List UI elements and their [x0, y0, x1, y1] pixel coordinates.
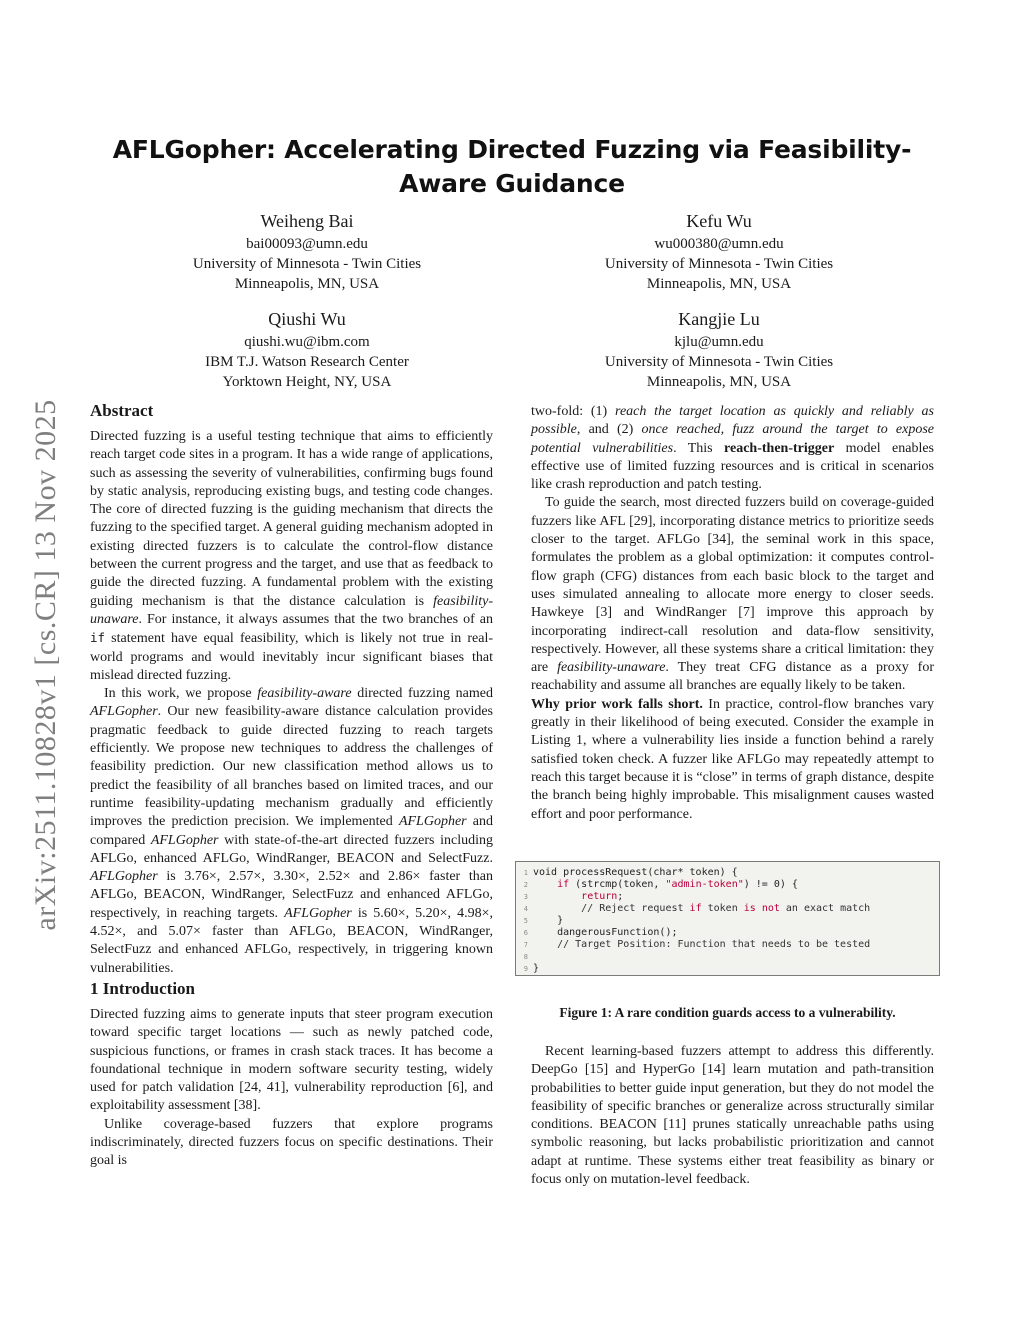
code-text: dangerousFunction(); [533, 927, 678, 938]
code-listing [515, 861, 940, 976]
line-number: 8 [523, 953, 528, 961]
code-token: token [701, 903, 744, 914]
author-name: Qiushi Wu [268, 309, 346, 329]
body-paragraph-1 [531, 403, 934, 494]
author-location: Minneapolis, MN, USA [234, 276, 380, 292]
line-number: 1 [523, 869, 528, 877]
code-string: "admin-token" [665, 879, 744, 890]
text-run: . This [673, 440, 725, 456]
author-affiliation: University of Minnesota - Twin Cities [604, 354, 834, 370]
text-run: model enables effective use of limited fuzzing resources and is critical in scenarios like crash reproduction and patch testing. [531, 440, 934, 493]
author-4 [519, 306, 919, 392]
code-token: ; [617, 891, 624, 902]
text-run: . Our new feasibility-aware distance calculation provides pragmatic feedback to guide directed fuzzing to reach targets efficiently. We propose new techniques to address the challenges of feasibility prediction. Our new classification method allows us to predict the feasibility of all branches based on limited traces, and our runtime feasibility-updating mechanism gradually and efficiently improves the prediction precision. We implemented [90, 704, 493, 830]
code-token: ) != 0) { [743, 879, 798, 890]
text-run: To guide the search, most directed fuzzers build on coverage-guided fuzzers like AFL [29], incorporating distance metrics to prioritize seeds closer to the target. AFLGo [34], the seminal work in this space, formulates the problem as a global optimization: it computes control-flow graph (CFG) distances from each basic block to the target and uses simulated annealing to allocate more energy to closer seeds. Hawkeye [3] and WindRanger [7] improve this approach by incorporating indirect-call resolution and data-flow sensitivity, respectively. However, all these systems share a critical limitation: they are [531, 495, 934, 676]
author-3 [107, 306, 507, 392]
right-column [531, 403, 934, 824]
text-run: statement have equal feasibility, which is likely not true in real-world programs and would inevitably incur significant biases that mislead directed fuzzing. [90, 631, 493, 683]
text-run: feasibility-unaware [90, 593, 493, 627]
body-paragraph-3 [531, 696, 934, 824]
author-1 [107, 208, 507, 294]
code-token [533, 879, 557, 890]
author-affiliation: University of Minnesota - Twin Cities [604, 256, 834, 272]
code-text [533, 879, 798, 891]
author-affiliation: IBM T.J. Watson Research Center [205, 354, 409, 370]
code-text: void processRequest(char* token) { [533, 867, 738, 878]
body-paragraph-2 [531, 494, 934, 695]
author-location: Minneapolis, MN, USA [646, 276, 792, 292]
author-email: qiushi.wu@ibm.com [244, 334, 370, 350]
text-run: feasibility-aware [257, 686, 352, 702]
text-run: In this work, we propose [104, 686, 258, 702]
body-paragraph-4: Recent learning-based fuzzers attempt to address this differently. DeepGo [15] and HyperGo [14] learn mutation and path-transition probabilities to better guide input generation, but they do not model the feasibility of specific branches or generalize across structurally similar conditions. BEACON [11] prunes statically unreachable paths using symbolic reasoning, but lacks probabilistic prioritization and cannot adapt at runtime. These systems either treat feasibility as binary or focus only on mutation-level feedback. [531, 1044, 934, 1188]
text-run: two-fold: (1) [531, 404, 616, 419]
code-keyword: not [761, 903, 780, 914]
author-affiliation: University of Minnesota - Twin Cities [192, 256, 422, 272]
line-number: 3 [523, 893, 528, 901]
arxiv-watermark [16, 370, 76, 960]
text-run: AFLGopher [398, 814, 467, 830]
line-number: 7 [523, 941, 528, 949]
text-run: AFLGopher [284, 905, 352, 921]
author-email: wu000380@umn.edu [654, 236, 784, 252]
code-token: an exact match [779, 903, 871, 914]
abstract-paragraph-1 [90, 428, 493, 685]
intro-paragraph-1: Directed fuzzing aims to generate inputs that steer program execution toward specific target locations — such as newly patched code, suspicious functions, or frames in crash stack traces. It has become a foundational technique in modern software security testing, widely used for patch validation [24, 41], vulnerability reproduction [6], and exploitability assessment [38]. [90, 1006, 493, 1114]
paragraph-heading: Why prior work falls short. [531, 696, 703, 712]
code-token [533, 891, 581, 902]
line-number: 5 [523, 917, 528, 925]
code-token: (strcmp(token, [569, 879, 666, 890]
line-number: 9 [523, 965, 528, 973]
code-text: } [533, 915, 564, 926]
text-run: Directed fuzzing is a useful testing technique that aims to efficiently reach target code sites in a program. It has a wide range of applications, such as assessing the severity of vulnerabilities, confirming bugs found by static analysis, reproducing existing bugs, and testing code changes. The core of directed fuzzing is the guiding mechanism that directs the fuzzing to the specified target. A general guiding mechanism adopted in existing directed fuzzers is to calculate the control-flow distance between the current progress and the target, and use that as feedback to guide the directed fuzzing. A fundamental problem with the existing guiding mechanism is that the distance calculation is [90, 429, 493, 609]
text-run: feasibility-unaware [557, 660, 666, 676]
text-run: reach the target location as quickly and reliably as possible [531, 404, 935, 438]
code-comment [533, 903, 870, 915]
text-run: . For instance, it always assumes that the two branches of an [138, 611, 493, 627]
text-run: is 5.60×, 5.20×, 4.98×, 4.52×, and 5.07× faster than AFLGo, BEACON, WindRanger, SelectFuzz and enhanced AFLGo, respectively, in triggering known vulnerabilities. [90, 905, 494, 976]
left-column [90, 400, 493, 1171]
intro-paragraph-2: Unlike coverage-based fuzzers that explore programs indiscriminately, directed fuzzers focus on specific destinations. Their goal is [90, 1116, 493, 1169]
text-run: AFLGopher [90, 704, 158, 720]
figure-caption: Figure 1: A rare condition guards access to a vulnerability. [559, 1005, 896, 1020]
line-number: 6 [523, 929, 528, 937]
code-text [533, 891, 623, 903]
abstract-paragraph-2 [90, 685, 493, 978]
introduction-heading: 1 Introduction [90, 978, 196, 998]
code-keyword: is [743, 903, 756, 914]
author-name: Weiheng Bai [260, 211, 354, 231]
text-run: , and (2) [576, 422, 642, 438]
author-email: kjlu@umn.edu [674, 334, 764, 350]
line-number: 2 [523, 881, 528, 889]
abstract-heading: Abstract [90, 401, 154, 420]
line-number: 4 [523, 905, 528, 913]
inline-code: if [90, 630, 106, 646]
arxiv-id: arXiv:2511.10828v1 [cs.CR] 13 Nov 2025 [29, 399, 62, 931]
text-run: is 3.76×, 2.57×, 3.30×, 2.52× and 2.86× faster than AFLGo, BEACON, WindRanger, SelectFuzz and enhanced AFLGo, respectively, in reaching targets. [90, 869, 493, 921]
author-location: Yorktown Height, NY, USA [222, 374, 392, 390]
right-column-lower [531, 1043, 934, 1189]
author-name: Kefu Wu [686, 211, 752, 231]
text-run: AFLGopher [150, 832, 219, 848]
code-keyword: if [557, 879, 570, 890]
author-2 [519, 208, 919, 294]
code-keyword: return [581, 891, 618, 902]
text-run: AFLGopher [90, 869, 158, 885]
code-token: // Reject request [533, 903, 690, 914]
text-run: . They treat CFG distance as a proxy for reachability and assume all branches are equally likely to be taken. [531, 660, 934, 694]
author-email: bai00093@umn.edu [246, 236, 368, 252]
author-location: Minneapolis, MN, USA [646, 374, 792, 390]
code-text: } [533, 963, 540, 974]
text-run: with state-of-the-art directed fuzzers including AFLGo, enhanced AFLGo, WindRanger, BEACON and SelectFuzz. [90, 832, 493, 866]
text-run: In practice, control-flow branches vary greatly in their likelihood of being executed. Consider the example in Listing 1, where a vulnerability lies inside a function behind a rarely satisfied token check. A fuzzer like AFLGo may repeatedly attempt to reach this target because it is “close” in terms of graph distance, despite the branch being highly improbable. This misalignment causes wasted effort and poor performance. [531, 696, 934, 822]
text-run: and compared [90, 814, 493, 848]
code-comment: // Target Position: Function that needs to be tested [533, 939, 871, 950]
author-name: Kangjie Lu [678, 309, 760, 329]
code-keyword: if [689, 903, 702, 914]
text-run: directed fuzzing named [351, 686, 493, 702]
text-run: reach-then-trigger [724, 440, 835, 456]
text-run: once reached, fuzz around the target to expose potential vulnerabilities [531, 422, 934, 456]
paper-title: AFLGopher: Accelerating Directed Fuzzing via Feasibility-Aware Guidance [112, 135, 912, 198]
